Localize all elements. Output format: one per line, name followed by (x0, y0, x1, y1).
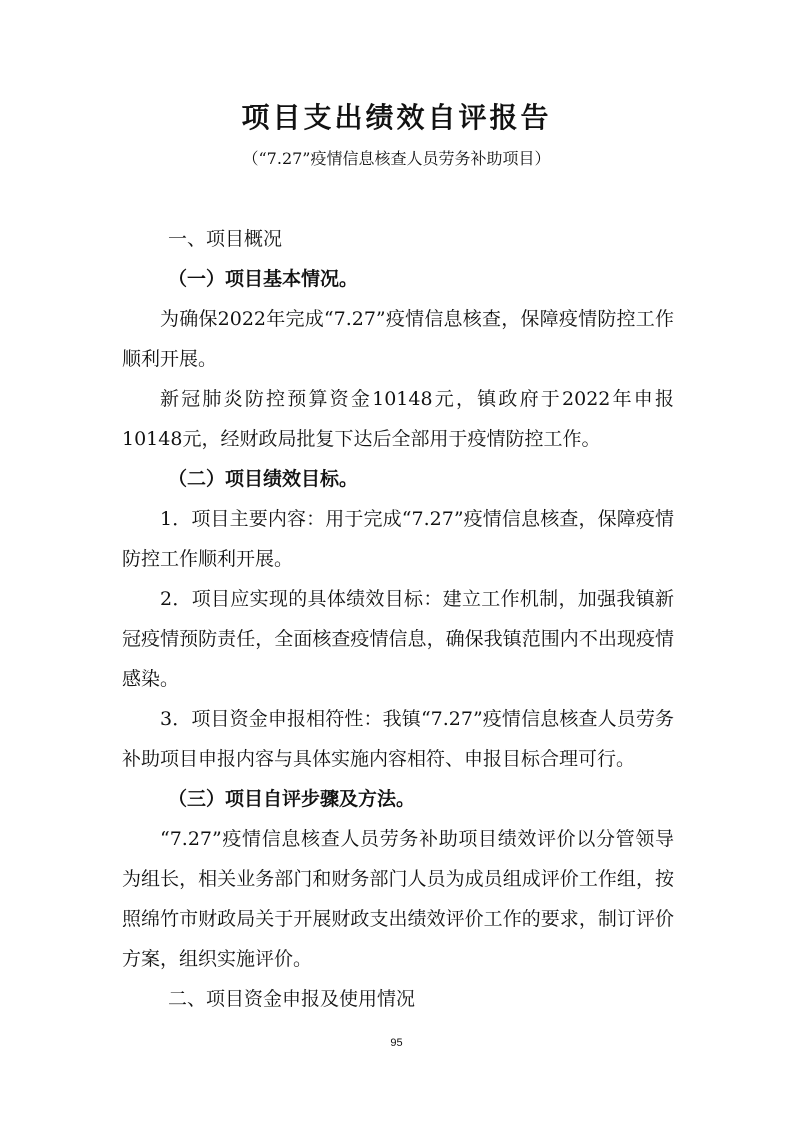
paragraph: 新冠肺炎防控预算资金10148元，镇政府于2022年申报10148元，经财政局批复下达后全部用于疫情防控工作。 (122, 388, 674, 450)
page-number: 95 (390, 1037, 403, 1049)
paragraph: “7.27”疫情信息核查人员劳务补助项目绩效评价以分管领导为组长，相关业务部门和财务部门人员为成员组成评价工作组，按照绵竹市财政局关于开展财政支出绩效评价工作的要求，制订评价方案，组织实施评价。 (122, 828, 674, 970)
paragraph: 为确保2022年完成“7.27”疫情信息核查，保障疫情防控工作顺利开展。 (122, 308, 674, 370)
document-title: 项目支出绩效自评报告 (241, 101, 552, 134)
subsection-heading-performance-goals: （二）项目绩效目标。 (168, 468, 359, 490)
document-subtitle: （“7.27”疫情信息核查人员劳务补助项目） (242, 149, 551, 168)
list-item: 2．项目应实现的具体绩效目标：建立工作机制，加强我镇新冠疫情预防责任，全面核查疫情信息，确保我镇范围内不出现疫情感染。 (122, 588, 674, 690)
section-heading-overview: 一、项目概况 (168, 228, 283, 250)
document-body (122, 219, 674, 1019)
subsection-heading-evaluation-method: （三）项目自评步骤及方法。 (168, 788, 416, 810)
list-item: 1．项目主要内容：用于完成“7.27”疫情信息核查，保障疫情防控工作顺利开展。 (122, 508, 674, 570)
subsection-heading-basic-info: （一）项目基本情况。 (168, 268, 359, 290)
section-heading-funding: 二、项目资金申报及使用情况 (168, 988, 416, 1010)
list-item: 3．项目资金申报相符性：我镇“7.27”疫情信息核查人员劳务补助项目申报内容与具体实施内容相符、申报目标合理可行。 (122, 708, 674, 770)
